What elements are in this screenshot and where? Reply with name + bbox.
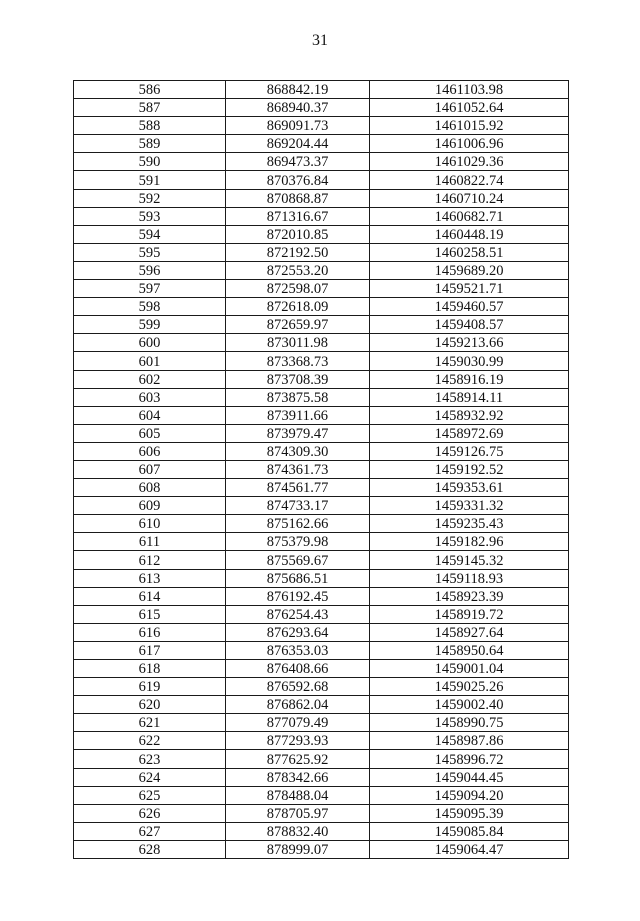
x-coordinate-cell: 877625.92	[226, 750, 370, 768]
point-number-cell: 614	[74, 587, 226, 605]
table-row	[74, 316, 569, 334]
y-coordinate-cell: 1459095.39	[370, 804, 569, 822]
table-row	[74, 515, 569, 533]
y-coordinate-cell: 1461015.92	[370, 117, 569, 135]
x-coordinate-cell: 877293.93	[226, 732, 370, 750]
x-coordinate-cell: 868842.19	[226, 81, 370, 99]
x-coordinate-cell: 878832.40	[226, 822, 370, 840]
point-number-cell: 622	[74, 732, 226, 750]
page-number: 31	[312, 32, 328, 49]
point-number-cell: 591	[74, 171, 226, 189]
table-row	[74, 479, 569, 497]
y-coordinate-cell: 1459118.93	[370, 569, 569, 587]
x-coordinate-cell: 873011.98	[226, 334, 370, 352]
y-coordinate-cell: 1460822.74	[370, 171, 569, 189]
y-coordinate-cell: 1459460.57	[370, 298, 569, 316]
table-row	[74, 225, 569, 243]
x-coordinate-cell: 873875.58	[226, 388, 370, 406]
y-coordinate-cell: 1458996.72	[370, 750, 569, 768]
x-coordinate-cell: 874361.73	[226, 460, 370, 478]
y-coordinate-cell: 1459521.71	[370, 280, 569, 298]
y-coordinate-cell: 1459044.45	[370, 768, 569, 786]
point-number-cell: 623	[74, 750, 226, 768]
x-coordinate-cell: 870376.84	[226, 171, 370, 189]
x-coordinate-cell: 872659.97	[226, 316, 370, 334]
x-coordinate-cell: 870868.87	[226, 189, 370, 207]
y-coordinate-cell: 1459689.20	[370, 261, 569, 279]
table-row	[74, 388, 569, 406]
table-row	[74, 714, 569, 732]
point-number-cell: 621	[74, 714, 226, 732]
point-number-cell: 625	[74, 786, 226, 804]
table-row	[74, 605, 569, 623]
point-number-cell: 596	[74, 261, 226, 279]
table-row	[74, 750, 569, 768]
y-coordinate-cell: 1460258.51	[370, 243, 569, 261]
y-coordinate-cell: 1459331.32	[370, 497, 569, 515]
point-number-cell: 594	[74, 225, 226, 243]
point-number-cell: 602	[74, 370, 226, 388]
table-row	[74, 497, 569, 515]
table-row	[74, 189, 569, 207]
x-coordinate-cell: 878705.97	[226, 804, 370, 822]
table-row	[74, 641, 569, 659]
point-number-cell: 597	[74, 280, 226, 298]
table-row	[74, 99, 569, 117]
y-coordinate-cell: 1459025.26	[370, 678, 569, 696]
table-row	[74, 587, 569, 605]
point-number-cell: 617	[74, 641, 226, 659]
point-number-cell: 610	[74, 515, 226, 533]
point-number-cell: 628	[74, 840, 226, 858]
point-number-cell: 616	[74, 623, 226, 641]
point-number-cell: 590	[74, 153, 226, 171]
table-row	[74, 153, 569, 171]
table-row	[74, 660, 569, 678]
x-coordinate-cell: 876408.66	[226, 660, 370, 678]
y-coordinate-cell: 1459001.04	[370, 660, 569, 678]
point-number-cell: 604	[74, 406, 226, 424]
point-number-cell: 587	[74, 99, 226, 117]
point-number-cell: 611	[74, 533, 226, 551]
x-coordinate-cell: 876862.04	[226, 696, 370, 714]
table-row	[74, 533, 569, 551]
coordinates-table	[73, 80, 569, 859]
table-row	[74, 406, 569, 424]
x-coordinate-cell: 875569.67	[226, 551, 370, 569]
y-coordinate-cell: 1459235.43	[370, 515, 569, 533]
table-row	[74, 551, 569, 569]
x-coordinate-cell: 875686.51	[226, 569, 370, 587]
table-row	[74, 442, 569, 460]
x-coordinate-cell: 873979.47	[226, 424, 370, 442]
y-coordinate-cell: 1459145.32	[370, 551, 569, 569]
table-row	[74, 298, 569, 316]
x-coordinate-cell: 869473.37	[226, 153, 370, 171]
point-number-cell: 589	[74, 135, 226, 153]
x-coordinate-cell: 872553.20	[226, 261, 370, 279]
table-row	[74, 261, 569, 279]
point-number-cell: 609	[74, 497, 226, 515]
y-coordinate-cell: 1459353.61	[370, 479, 569, 497]
x-coordinate-cell: 876592.68	[226, 678, 370, 696]
table-row	[74, 243, 569, 261]
y-coordinate-cell: 1458916.19	[370, 370, 569, 388]
point-number-cell: 593	[74, 207, 226, 225]
table-row	[74, 171, 569, 189]
point-number-cell: 605	[74, 424, 226, 442]
table-row	[74, 696, 569, 714]
y-coordinate-cell: 1459002.40	[370, 696, 569, 714]
point-number-cell: 606	[74, 442, 226, 460]
table-row	[74, 840, 569, 858]
point-number-cell: 600	[74, 334, 226, 352]
y-coordinate-cell: 1458972.69	[370, 424, 569, 442]
x-coordinate-cell: 869204.44	[226, 135, 370, 153]
y-coordinate-cell: 1460682.71	[370, 207, 569, 225]
point-number-cell: 612	[74, 551, 226, 569]
x-coordinate-cell: 878342.66	[226, 768, 370, 786]
point-number-cell: 607	[74, 460, 226, 478]
y-coordinate-cell: 1459030.99	[370, 352, 569, 370]
x-coordinate-cell: 876353.03	[226, 641, 370, 659]
x-coordinate-cell: 876293.64	[226, 623, 370, 641]
table-row	[74, 207, 569, 225]
table-row	[74, 768, 569, 786]
y-coordinate-cell: 1459182.96	[370, 533, 569, 551]
table-row	[74, 117, 569, 135]
point-number-cell: 626	[74, 804, 226, 822]
y-coordinate-cell: 1458990.75	[370, 714, 569, 732]
coordinates-table-body	[74, 81, 569, 859]
point-number-cell: 615	[74, 605, 226, 623]
x-coordinate-cell: 869091.73	[226, 117, 370, 135]
y-coordinate-cell: 1461006.96	[370, 135, 569, 153]
y-coordinate-cell: 1458932.92	[370, 406, 569, 424]
x-coordinate-cell: 878488.04	[226, 786, 370, 804]
table-row	[74, 370, 569, 388]
table-row	[74, 334, 569, 352]
y-coordinate-cell: 1458927.64	[370, 623, 569, 641]
y-coordinate-cell: 1461029.36	[370, 153, 569, 171]
y-coordinate-cell: 1458923.39	[370, 587, 569, 605]
x-coordinate-cell: 872192.50	[226, 243, 370, 261]
y-coordinate-cell: 1458987.86	[370, 732, 569, 750]
point-number-cell: 592	[74, 189, 226, 207]
point-number-cell: 620	[74, 696, 226, 714]
y-coordinate-cell: 1461052.64	[370, 99, 569, 117]
point-number-cell: 618	[74, 660, 226, 678]
x-coordinate-cell: 873708.39	[226, 370, 370, 388]
y-coordinate-cell: 1459126.75	[370, 442, 569, 460]
x-coordinate-cell: 872618.09	[226, 298, 370, 316]
table-row	[74, 569, 569, 587]
table-row	[74, 81, 569, 99]
x-coordinate-cell: 872598.07	[226, 280, 370, 298]
x-coordinate-cell: 875379.98	[226, 533, 370, 551]
x-coordinate-cell: 878999.07	[226, 840, 370, 858]
table-row	[74, 822, 569, 840]
table-row	[74, 623, 569, 641]
y-coordinate-cell: 1458919.72	[370, 605, 569, 623]
table-row	[74, 135, 569, 153]
y-coordinate-cell: 1458950.64	[370, 641, 569, 659]
point-number-cell: 598	[74, 298, 226, 316]
table-row	[74, 678, 569, 696]
table-row	[74, 352, 569, 370]
point-number-cell: 586	[74, 81, 226, 99]
table-row	[74, 460, 569, 478]
x-coordinate-cell: 877079.49	[226, 714, 370, 732]
y-coordinate-cell: 1459085.84	[370, 822, 569, 840]
x-coordinate-cell: 868940.37	[226, 99, 370, 117]
x-coordinate-cell: 876254.43	[226, 605, 370, 623]
point-number-cell: 627	[74, 822, 226, 840]
x-coordinate-cell: 873368.73	[226, 352, 370, 370]
y-coordinate-cell: 1461103.98	[370, 81, 569, 99]
x-coordinate-cell: 872010.85	[226, 225, 370, 243]
y-coordinate-cell: 1458914.11	[370, 388, 569, 406]
y-coordinate-cell: 1460448.19	[370, 225, 569, 243]
point-number-cell: 599	[74, 316, 226, 334]
point-number-cell: 595	[74, 243, 226, 261]
point-number-cell: 588	[74, 117, 226, 135]
x-coordinate-cell: 874733.17	[226, 497, 370, 515]
x-coordinate-cell: 873911.66	[226, 406, 370, 424]
point-number-cell: 624	[74, 768, 226, 786]
y-coordinate-cell: 1459064.47	[370, 840, 569, 858]
x-coordinate-cell: 874561.77	[226, 479, 370, 497]
x-coordinate-cell: 874309.30	[226, 442, 370, 460]
table-row	[74, 424, 569, 442]
point-number-cell: 608	[74, 479, 226, 497]
point-number-cell: 601	[74, 352, 226, 370]
point-number-cell: 619	[74, 678, 226, 696]
y-coordinate-cell: 1459213.66	[370, 334, 569, 352]
x-coordinate-cell: 876192.45	[226, 587, 370, 605]
table-row	[74, 732, 569, 750]
point-number-cell: 613	[74, 569, 226, 587]
table-row	[74, 786, 569, 804]
x-coordinate-cell: 871316.67	[226, 207, 370, 225]
y-coordinate-cell: 1459094.20	[370, 786, 569, 804]
point-number-cell: 603	[74, 388, 226, 406]
table-row	[74, 804, 569, 822]
y-coordinate-cell: 1459408.57	[370, 316, 569, 334]
y-coordinate-cell: 1459192.52	[370, 460, 569, 478]
y-coordinate-cell: 1460710.24	[370, 189, 569, 207]
table-row	[74, 280, 569, 298]
x-coordinate-cell: 875162.66	[226, 515, 370, 533]
